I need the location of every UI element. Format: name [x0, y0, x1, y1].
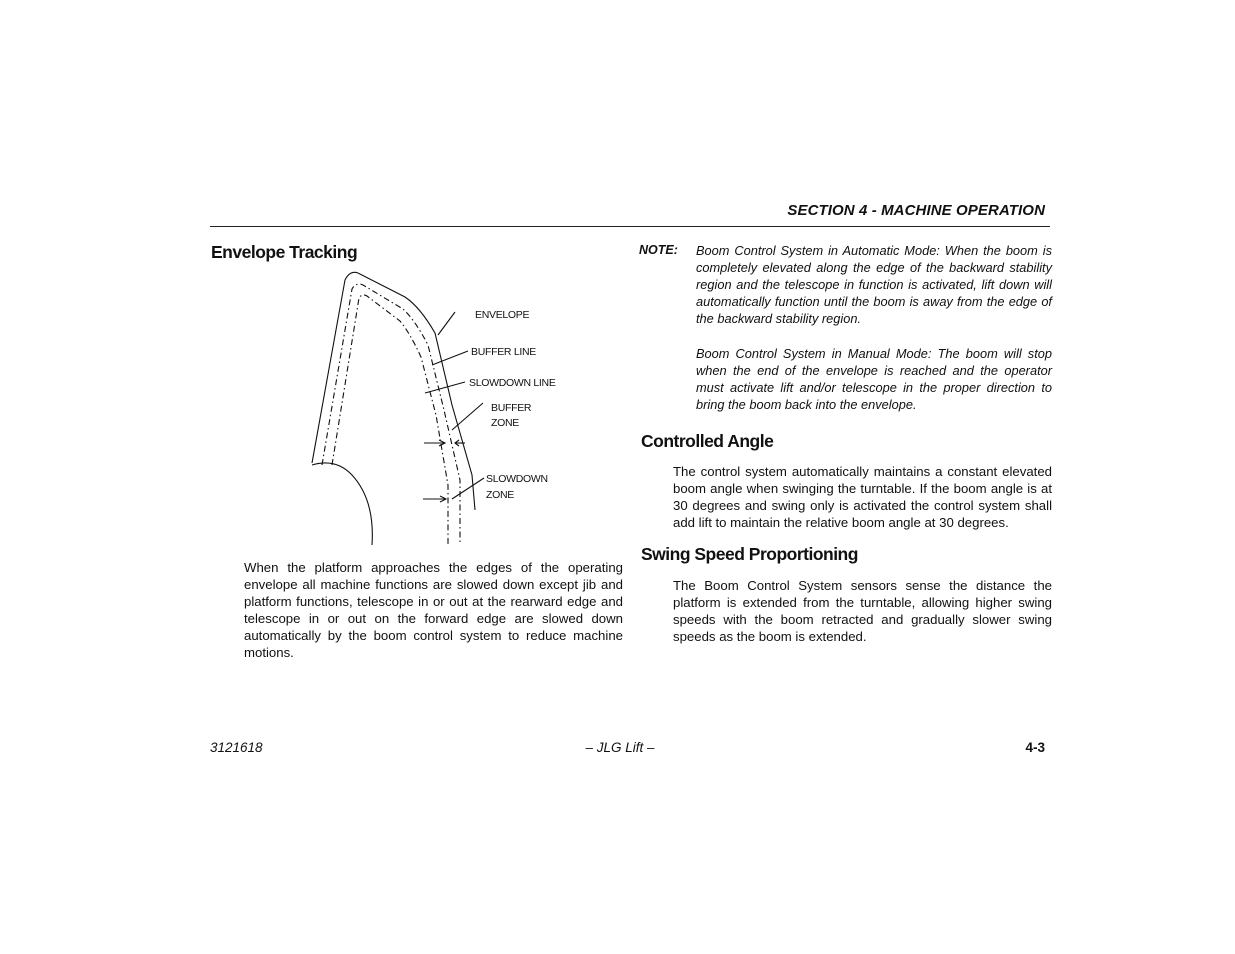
- heading-swing-speed: Swing Speed Proportioning: [641, 544, 858, 564]
- label-slowdown-line: SLOWDOWN LINE: [469, 377, 556, 389]
- label-envelope: ENVELOPE: [475, 309, 530, 321]
- envelope-tracking-paragraph: When the platform approaches the edges of the operating envelope all machine functions are slowed down except jib and platform functions, telescope in or out at the rearward edge and telescope in or out on the forward edge are slowed down automatically by the boom control system to reduce machine motions.: [244, 560, 623, 660]
- envelope-tracking-diagram: [300, 265, 560, 550]
- note-manual-mode: Boom Control System in Manual Mode: The boom will stop when the end of the envelope is reached and the operator must activate lift and/or telescope in the proper direction to bring the boom back into the envelope.: [696, 346, 1052, 412]
- note-label: NOTE:: [639, 243, 678, 257]
- header-rule: [210, 226, 1050, 227]
- label-slowdown-zone-2: ZONE: [486, 489, 514, 501]
- label-buffer-zone-1: BUFFER: [491, 402, 532, 414]
- label-buffer-zone-2: ZONE: [491, 417, 519, 429]
- buffer-line: [322, 284, 460, 545]
- heading-envelope-tracking: Envelope Tracking: [211, 242, 358, 262]
- doc-number: 3121618: [210, 740, 263, 755]
- label-buffer-line: BUFFER LINE: [471, 346, 536, 358]
- label-slowdown-zone-1: SLOWDOWN: [486, 473, 548, 485]
- slowdown-line: [332, 295, 448, 545]
- heading-controlled-angle: Controlled Angle: [641, 431, 774, 451]
- turntable-curve: [312, 463, 372, 545]
- controlled-angle-paragraph: The control system automatically maintains a constant elevated boom angle when swinging the turntable. If the boom angle is at 30 degrees and swing only is activated the control system shall add lift to maintain the relative boom angle at 30 degrees.: [673, 464, 1052, 530]
- swing-speed-paragraph: The Boom Control System sensors sense the distance the platform is extended from the turntable, allowing higher swing speeds with the boom retracted and gradually slower swing speeds as the boom is extended.: [673, 578, 1052, 644]
- envelope-line: [312, 272, 475, 510]
- note-automatic-mode: Boom Control System in Automatic Mode: When the boom is completely elevated along the edge of the backward stability region and the telescope in function is activated, lift down will automatically function until the boom is away from the edge of the backward stability region.: [696, 243, 1052, 326]
- section-title: SECTION 4 - MACHINE OPERATION: [787, 202, 1045, 219]
- footer-center: – JLG Lift –: [585, 740, 655, 755]
- page-number: 4-3: [1025, 740, 1045, 755]
